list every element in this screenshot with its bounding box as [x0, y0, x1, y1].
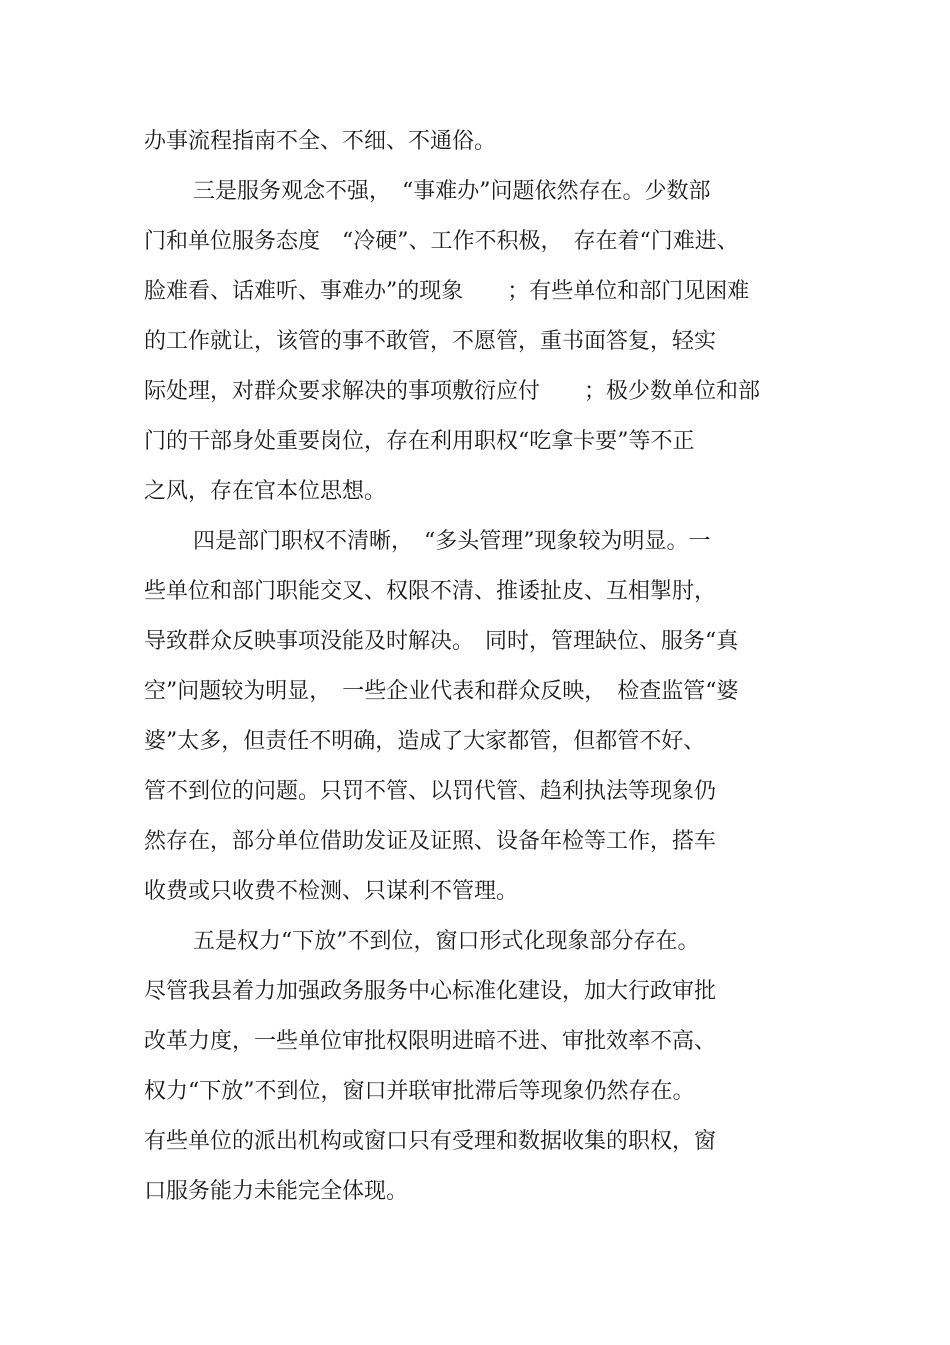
- text-line: 有些单位的派出机构或窗口只有受理和数据收集的职权，窗: [144, 1129, 717, 1154]
- text-line: 收费或只收费不检测、只谋利不管理。: [144, 879, 519, 904]
- text-line: 脸难看、话难听、事难办”的现象 ；有些单位和部门见困难: [144, 279, 750, 304]
- text-line: 门和单位服务态度 “冷硬”、工作不积极， 存在着“门难进、: [144, 229, 739, 254]
- document-body: [144, 122, 844, 1222]
- text-line: 之风，存在官本位思想。: [144, 479, 387, 504]
- text-line: 空”问题较为明显， 一些企业代表和群众反映， 检查监管“婆: [144, 679, 739, 704]
- paragraph-first-line: 四是部门职权不清晰， “多头管理”现象较为明显。一: [193, 529, 711, 554]
- text-line: 然存在，部分单位借助发证及证照、设备年检等工作，搭车: [144, 829, 717, 854]
- text-line: 际处理，对群众要求解决的事项敷衍应付 ；极少数单位和部: [144, 379, 761, 404]
- text-line: 导致群众反映事项没能及时解决。 同时，管理缺位、服务“真: [144, 629, 739, 654]
- text-line: 的工作就让，该管的事不敢管，不愿管，重书面答复，轻实: [144, 329, 717, 354]
- paragraph-first-line: 三是服务观念不强， “事难办”问题依然存在。少数部: [193, 179, 711, 204]
- text-line: 门的干部身处重要岗位，存在利用职权“吃拿卡要”等不正: [144, 429, 695, 454]
- text-line: 尽管我县着力加强政务服务中心标准化建设，加大行政审批: [144, 979, 717, 1004]
- text-line: 改革力度，一些单位审批权限明进暗不进、审批效率不高、: [144, 1029, 717, 1054]
- text-line: 口服务能力未能完全体现。: [144, 1179, 409, 1204]
- text-line: 些单位和部门职能交叉、权限不清、推诿扯皮、互相掣肘，: [144, 579, 717, 604]
- text-line: 婆”太多，但责任不明确，造成了大家都管，但都管不好、: [144, 729, 706, 754]
- text-line: 权力“下放”不到位，窗口并联审批滞后等现象仍然存在。: [144, 1079, 695, 1104]
- text-line: 管不到位的问题。只罚不管、以罚代管、趋利执法等现象仍: [144, 779, 717, 804]
- text-line: 办事流程指南不全、不细、不通俗。: [144, 129, 497, 154]
- paragraph-first-line: 五是权力“下放”不到位，窗口形式化现象部分存在。: [193, 929, 700, 954]
